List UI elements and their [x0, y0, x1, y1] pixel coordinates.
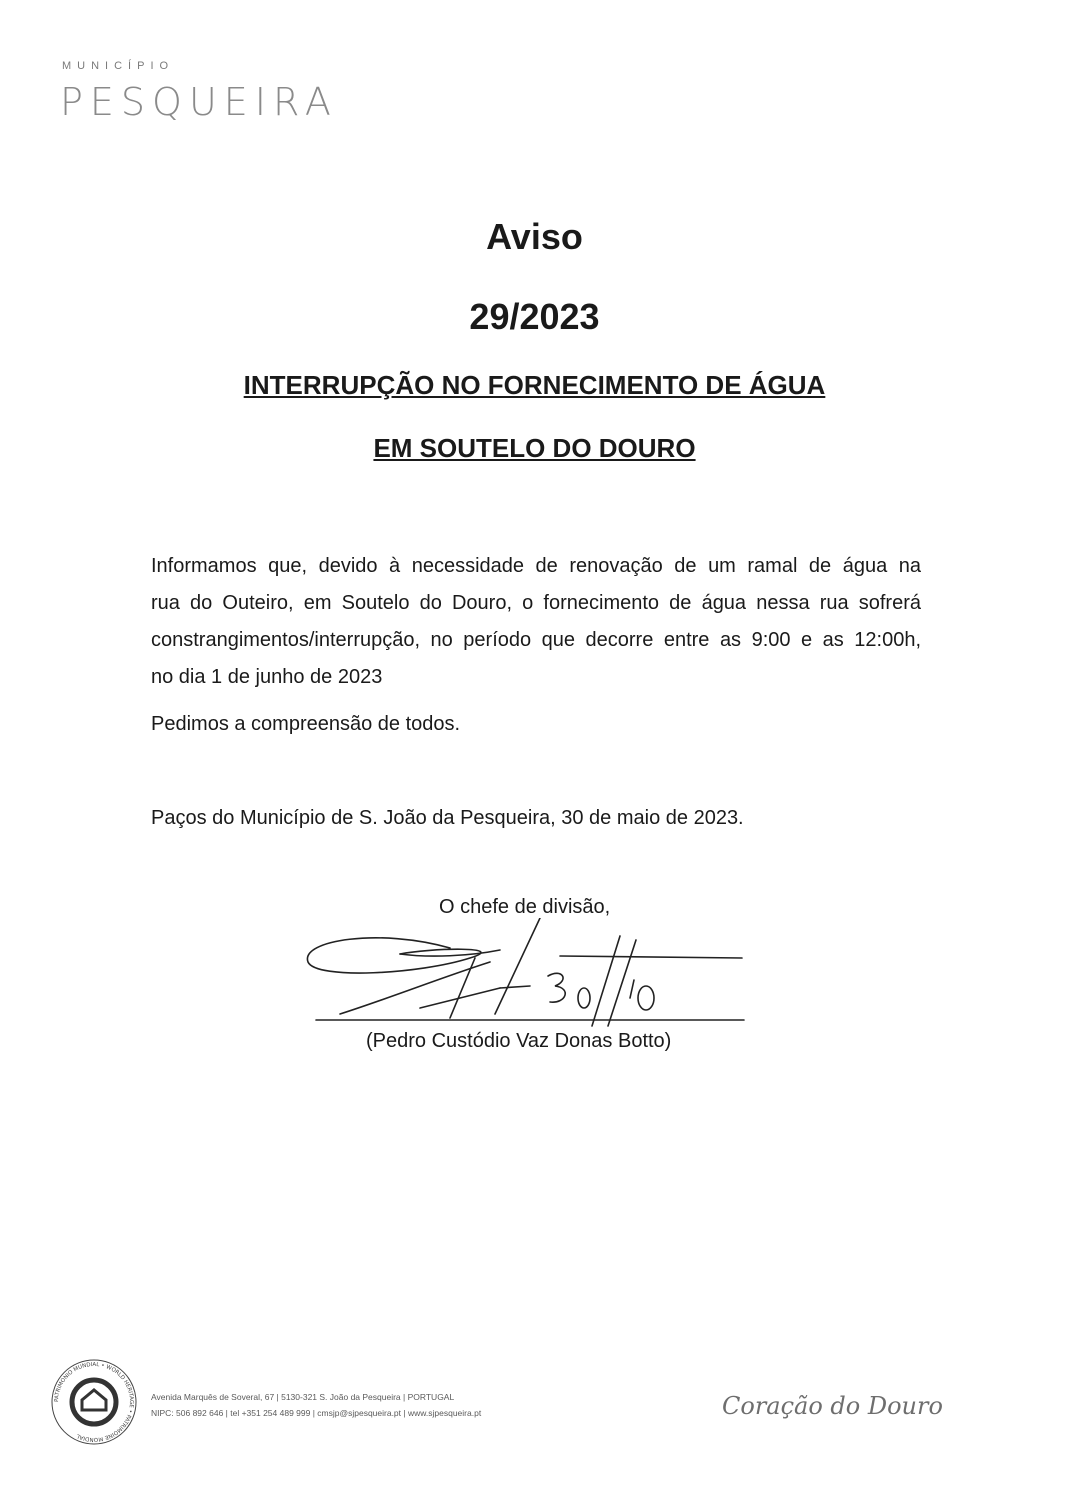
footer-address-line-2: NIPC: 506 892 646 | tel +351 254 489 999 | cmsjp@sjpesqueira.pt | www.sjpesqueira.pt: [151, 1408, 482, 1418]
place-date: Paços do Município de S. João da Pesqueira, 30 de maio de 2023.: [151, 807, 744, 829]
handwritten-signature: [300, 918, 760, 1033]
footer-address: [151, 1389, 481, 1421]
slogan-text: Coração do Douro: [722, 1392, 943, 1420]
logo-pesqueira-text: PESQUEIRA: [60, 80, 338, 124]
coracao-do-douro-slogan: [718, 1380, 968, 1435]
logo-municipio-text: MUNICÍPIO: [62, 60, 175, 72]
signature-drawing: [300, 918, 760, 1028]
signatory-role: O chefe de divisão,: [439, 896, 611, 918]
notice-title: Aviso: [486, 216, 583, 257]
paragraph-line: rua do Outeiro, em Soutelo do Douro, o fornecimento de água nessa rua sofrerá: [151, 592, 921, 614]
svg-text:PATRIMONIO MUNDIAL • WORLD HER: [54, 1362, 134, 1442]
municipality-logo: [60, 58, 360, 138]
paragraph-line: no dia 1 de junho de 2023: [151, 666, 383, 688]
footer-address-line-1: Avenida Marquês de Soveral, 67 | 5130-321 S. João da Pesqueira | PORTUGAL: [151, 1392, 455, 1402]
notice-subtitle-line1: INTERRUPÇÃO NO FORNECIMENTO DE ÁGUA: [243, 370, 826, 400]
seal-text: PATRIMONIO MUNDIAL • WORLD HERITAGE • PATRIMOINE MONDIAL: [53, 1361, 135, 1443]
paragraph-line: constrangimentos/interrupção, no período que decorre entre as 9:00 e as 12:00h,: [151, 629, 921, 651]
notice-number: 29/2023: [469, 296, 600, 337]
world-heritage-seal-icon: [48, 1356, 140, 1453]
notice-paragraph-1: [151, 548, 921, 696]
paragraph-line: Informamos que, devido à necessidade de renovação de um ramal de água na: [151, 555, 921, 577]
notice-subtitle-line2: EM SOUTELO DO DOURO: [373, 433, 696, 463]
signatory-name: (Pedro Custódio Vaz Donas Botto): [366, 1030, 672, 1052]
notice-paragraph-2: Pedimos a compreensão de todos.: [151, 713, 461, 735]
